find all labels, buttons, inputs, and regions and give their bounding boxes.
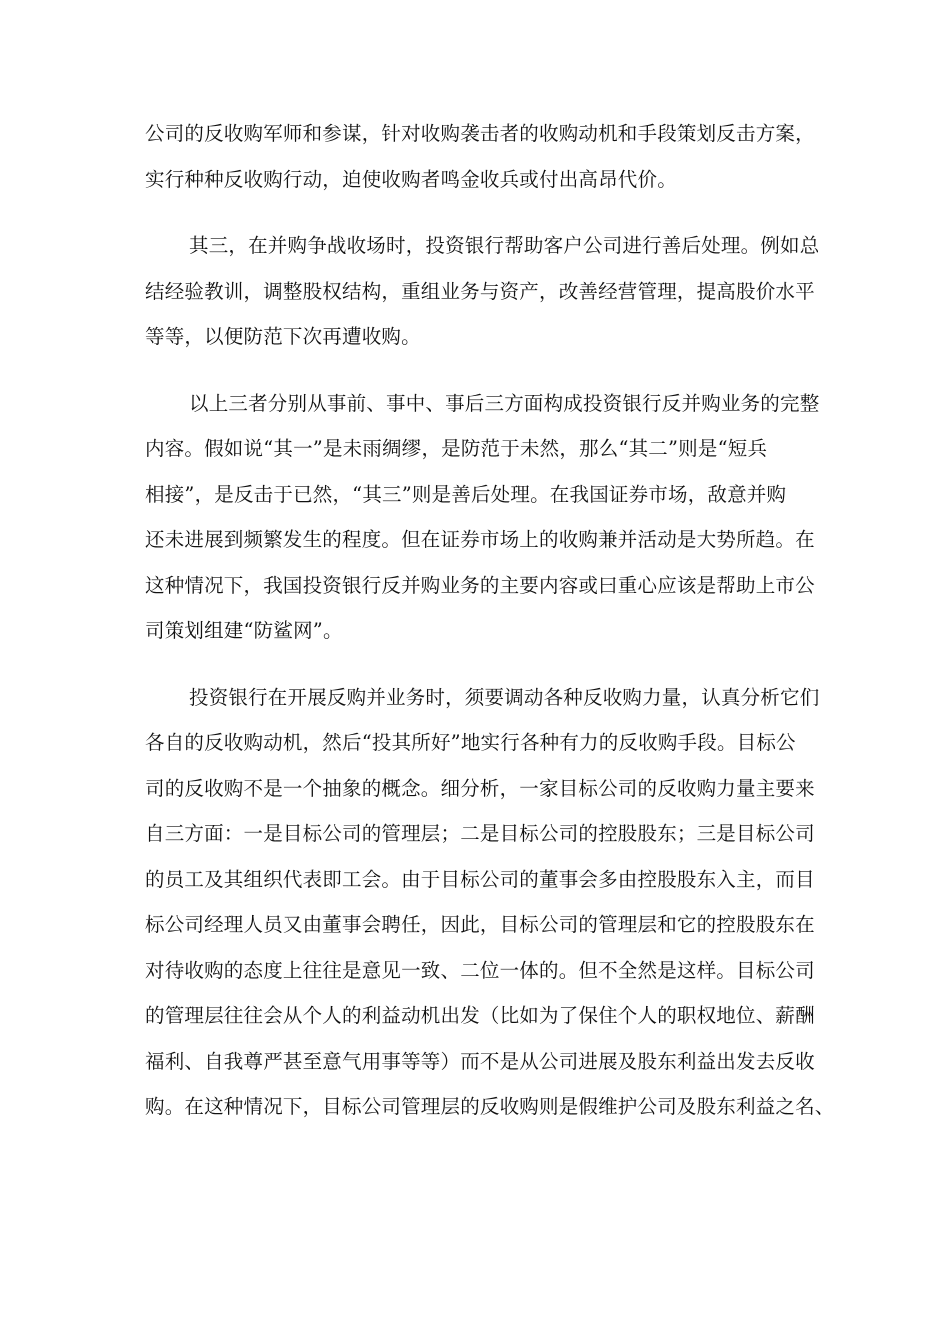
paragraph-1 [145,111,815,202]
paragraph-3 [145,381,820,654]
text-line: 的员工及其组织代表即工会。由于目标公司的董事会多由控股股东入主，而目 [145,867,815,891]
text-line: 司策划组建“防鲨网”。 [145,619,343,642]
paragraph-4 [145,675,835,1130]
text-line: 公司的反收购军师和参谋，针对收购袭击者的收购动机和手段策划反击方案， [145,122,815,145]
text-line: 以上三者分别从事前、事中、事后三方面构成投资银行反并购业务的完整 [189,391,820,415]
text-line: 实行种种反收购行动，迫使收购者鸣金收兵或付出高昂代价。 [145,167,677,191]
text-line: 结经验教训，调整股权结构，重组业务与资产，改善经营管理，提高股价水平 [145,279,815,303]
text-line: 自三方面：一是目标公司的管理层；二是目标公司的控股股东；三是目标公司 [145,822,815,845]
text-line: 对待收购的态度上往往是意见一致、二位一体的。但不全然是这样。目标公司 [145,958,815,982]
text-line: 还未进展到频繁发生的程度。但在证券市场上的收购兼并活动是大势所趋。在 [145,528,815,551]
text-line: 各自的反收购动机，然后“投其所好”地实行各种有力的反收购手段。目标公 [145,731,796,754]
text-line: 内容。假如说“其一”是未雨绸缪，是防范于未然，那么“其二”则是“短兵 [145,437,768,460]
paragraph-2 [145,223,820,360]
text-line: 的管理层往往会从个人的利益动机出发（比如为了保住个人的职权地位、薪酬 [145,1004,815,1027]
document-body [145,111,835,1151]
text-line: 等等，以便防范下次再遭收购。 [145,325,421,348]
text-line: 相接”，是反击于已然，“其三”则是善后处理。在我国证券市场，敌意并购 [145,482,787,506]
text-line: 这种情况下，我国投资银行反并购业务的主要内容或曰重心应该是帮助上市公 [145,573,815,597]
text-line: 其三，在并购争战收场时，投资银行帮助客户公司进行善后处理。例如总 [189,234,820,257]
text-line: 购。在这种情况下，目标公司管理层的反收购则是假维护公司及股东利益之名、 [145,1095,835,1118]
text-line: 司的反收购不是一个抽象的概念。细分析，一家目标公司的反收购力量主要来 [145,776,815,800]
text-line: 福利、自我尊严甚至意气用事等等）而不是从公司进展及股东利益出发去反收 [145,1049,815,1073]
text-line: 投资银行在开展反购并业务时，须要调动各种反收购力量，认真分析它们 [189,685,820,709]
text-line: 标公司经理人员又由董事会聘任，因此，目标公司的管理层和它的控股股东在 [145,913,815,936]
